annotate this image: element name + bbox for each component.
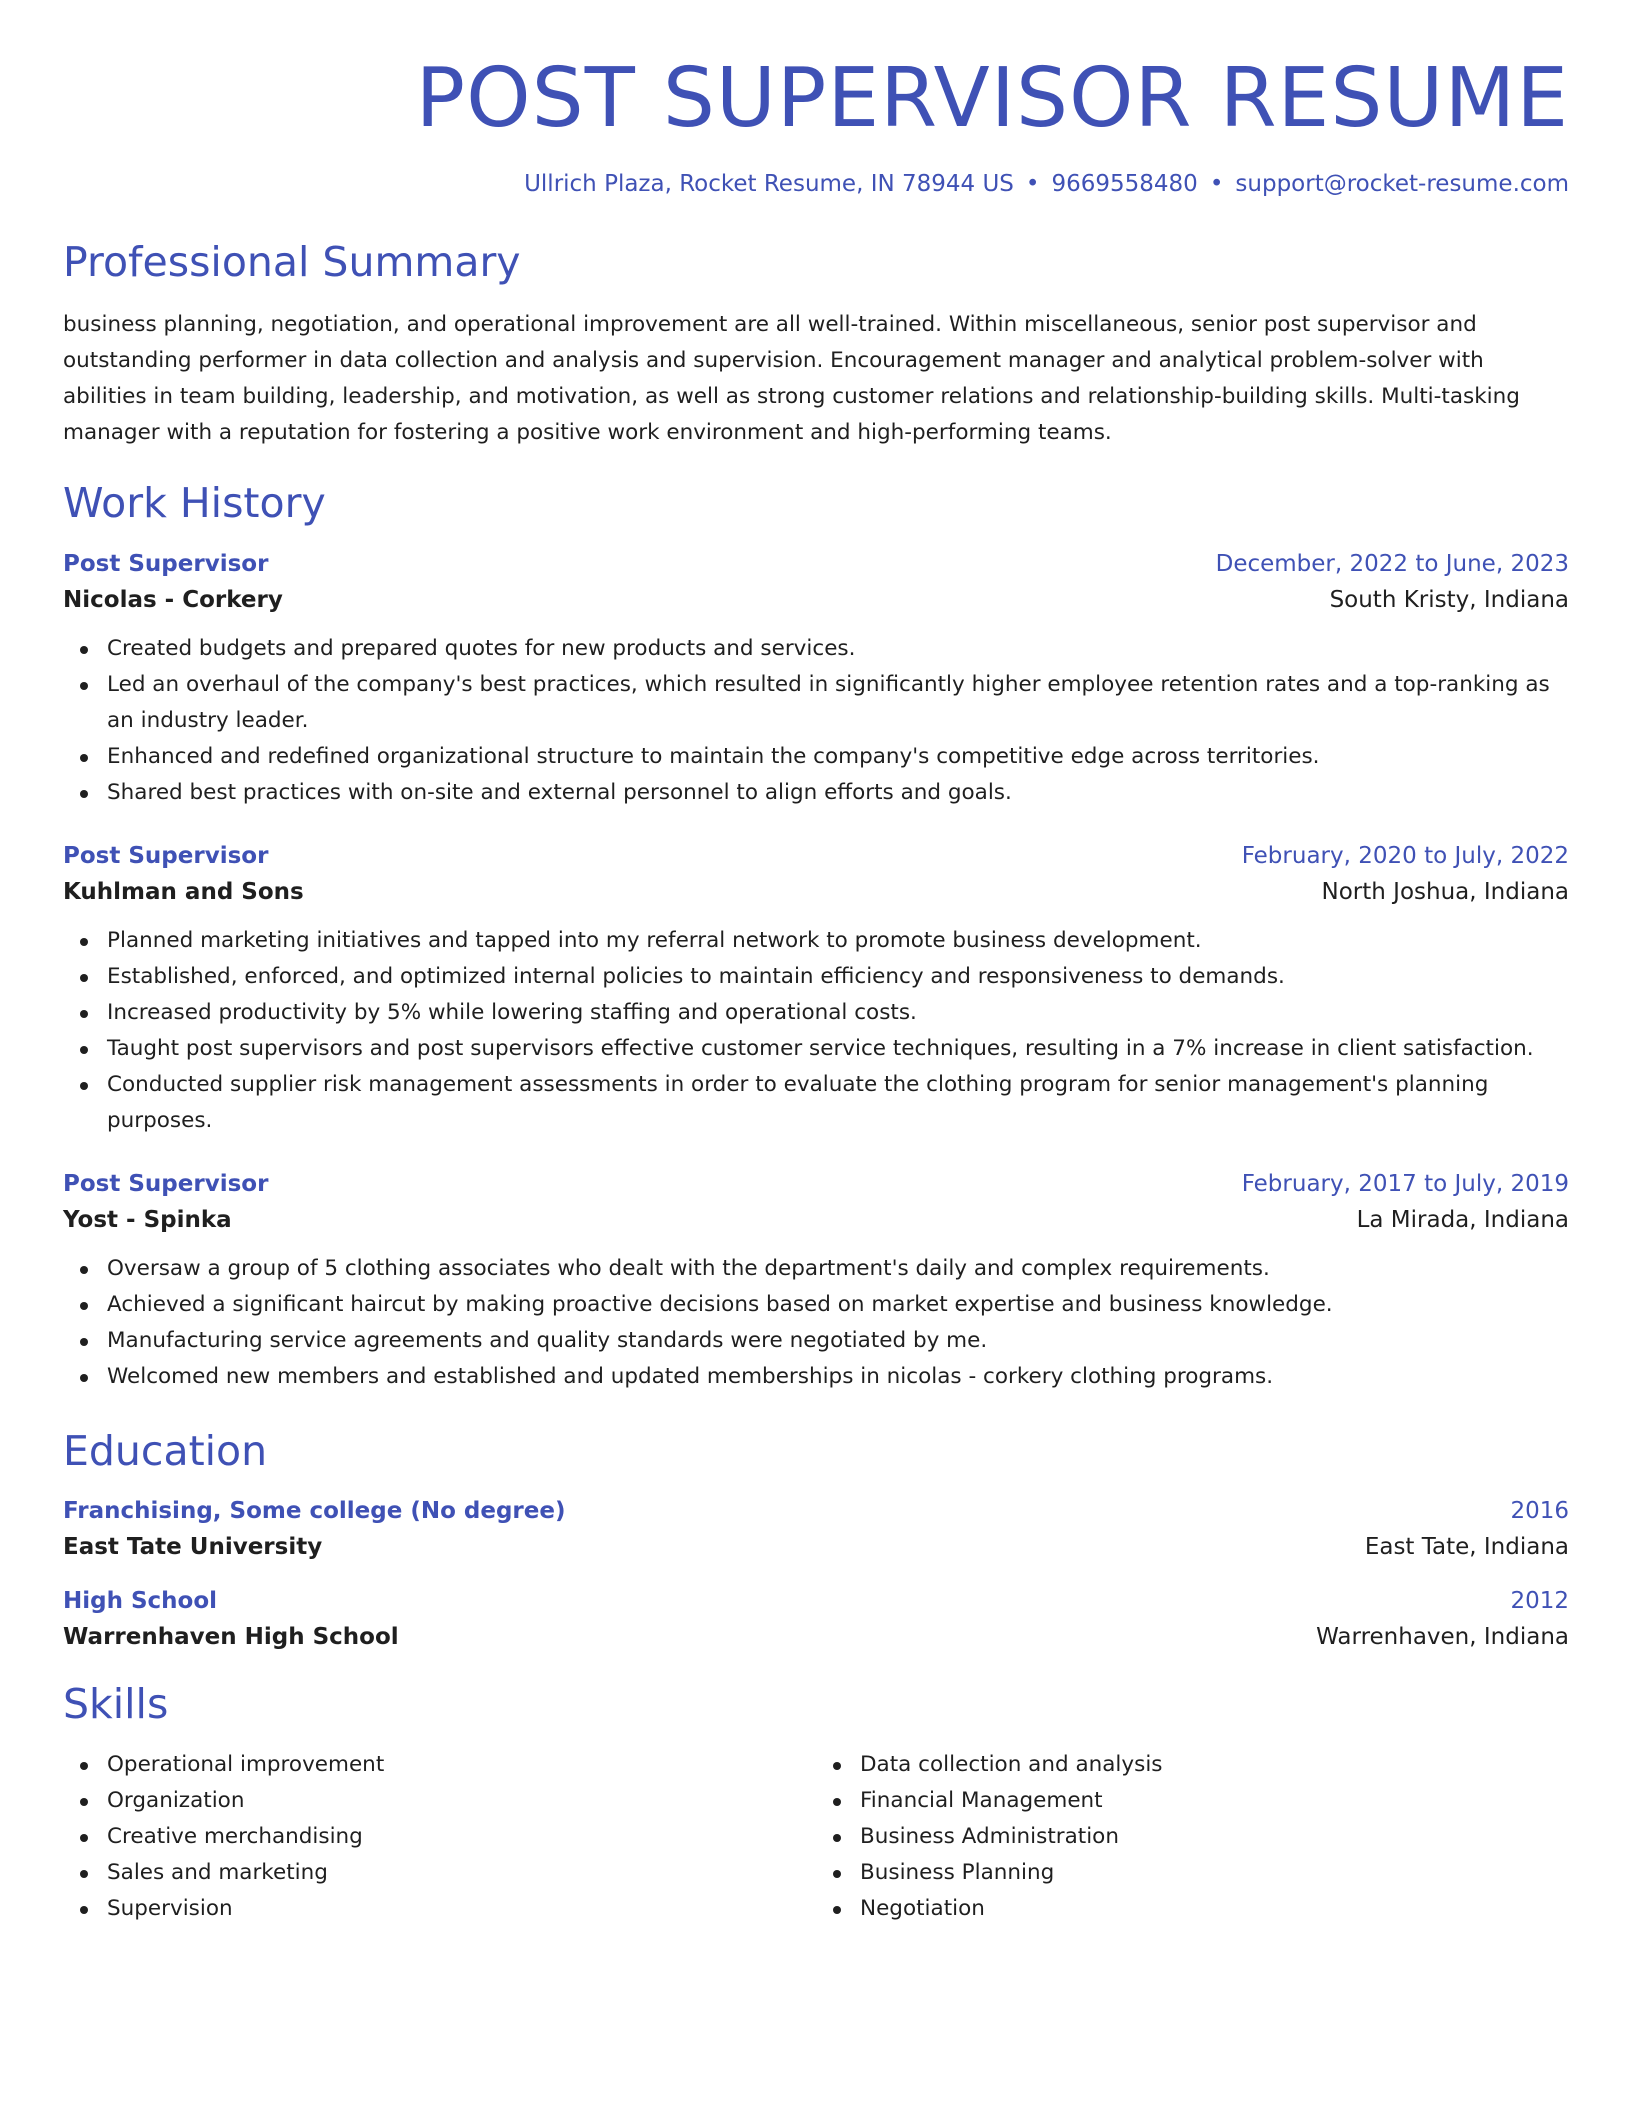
job-location: North Joshua, Indiana [1321,878,1569,905]
skill-item: Creative merchandising [63,1819,816,1855]
education-heading: Education [63,1426,268,1475]
skill-item: Supervision [63,1891,816,1927]
contact-separator: • [1209,171,1224,198]
work-entry [63,551,1569,811]
job-location: South Kristy, Indiana [1329,586,1569,613]
job-bullet: Increased productivity by 5% while lowering staffing and operational costs. [63,995,1569,1031]
degree-title: High School [63,1587,218,1614]
contact-line [63,170,1569,200]
skill-item: Financial Management [816,1783,1569,1819]
skill-item: Operational improvement [63,1747,816,1783]
skill-item: Business Administration [816,1819,1569,1855]
job-bullets [63,1251,1569,1395]
education-entry [63,1498,1569,1560]
skill-item: Sales and marketing [63,1855,816,1891]
school-location: East Tate, Indiana [1364,1533,1569,1560]
graduation-year: 2012 [1510,1587,1569,1614]
company-name: Yost - Spinka [63,1206,232,1233]
skills-list [816,1747,1569,1927]
summary-heading: Professional Summary [63,238,521,287]
skills-list [63,1747,816,1927]
contact-email: support@rocket-resume.com [1235,171,1569,198]
resume-title: POST SUPERVISOR RESUME [415,51,1569,146]
job-bullet: Led an overhaul of the company's best practices, which resulted in significantly higher employee retention rates and a top-ranking as an industry leader. [63,667,1569,739]
education-entry [63,1588,1569,1650]
contact-address: Ullrich Plaza, Rocket Resume, IN 78944 US [524,171,1014,198]
job-title: Post Supervisor [63,550,269,577]
job-bullet: Oversaw a group of 5 clothing associates who dealt with the department's daily and complex requirements. [63,1251,1569,1287]
school-name: East Tate University [63,1533,323,1560]
job-bullet: Enhanced and redefined organizational structure to maintain the company's competitive edge across territories. [63,739,1569,775]
school-name: Warrenhaven High School [63,1623,399,1650]
job-bullet: Achieved a significant haircut by making proactive decisions based on market expertise and business knowledge. [63,1287,1569,1323]
skills-grid [63,1747,1569,1927]
contact-separator: • [1025,171,1040,198]
job-title: Post Supervisor [63,1170,269,1197]
job-location: La Mirada, Indiana [1356,1206,1569,1233]
work-entry [63,843,1569,1139]
work-history-heading: Work History [63,479,326,528]
skill-item: Data collection and analysis [816,1747,1569,1783]
job-dates: February, 2017 to July, 2019 [1241,1170,1569,1197]
job-bullet: Planned marketing initiatives and tapped into my referral network to promote business development. [63,923,1569,959]
job-title: Post Supervisor [63,842,269,869]
degree-title: Franchising, Some college (No degree) [63,1497,566,1524]
job-bullet: Conducted supplier risk management assessments in order to evaluate the clothing program for senior management's planning purposes. [63,1067,1569,1139]
job-bullet: Welcomed new members and established and updated memberships in nicolas - corkery clothing programs. [63,1359,1569,1395]
skills-column-left [63,1747,816,1927]
job-bullet: Established, enforced, and optimized internal policies to maintain efficiency and responsiveness to demands. [63,959,1569,995]
summary-text: business planning, negotiation, and operational improvement are all well-trained. Within miscellaneous, senior post supervisor and outstanding performer in data collection and analysis and supervision. Encouragement manager and analytical problem-solver with abilities in team building, leadership, and motivation, as well as strong customer relations and relationship-building skills. Multi-tasking manager with a reputation for fostering a positive work environment and high-performing teams. [63,312,1520,446]
job-bullet: Created budgets and prepared quotes for new products and services. [63,631,1569,667]
skill-item: Organization [63,1783,816,1819]
job-bullet: Taught post supervisors and post supervisors effective customer service techniques, resulting in a 7% increase in client satisfaction. [63,1031,1569,1067]
school-location: Warrenhaven, Indiana [1316,1623,1569,1650]
job-dates: December, 2022 to June, 2023 [1215,550,1569,577]
skills-column-right [816,1747,1569,1927]
contact-phone: 9669558480 [1051,171,1198,198]
job-bullets [63,631,1569,811]
skills-heading: Skills [63,1679,169,1728]
job-bullet: Shared best practices with on-site and external personnel to align efforts and goals. [63,775,1569,811]
company-name: Kuhlman and Sons [63,878,304,905]
job-bullet: Manufacturing service agreements and quality standards were negotiated by me. [63,1323,1569,1359]
job-bullets [63,923,1569,1139]
skill-item: Negotiation [816,1891,1569,1927]
company-name: Nicolas - Corkery [63,586,283,613]
skill-item: Business Planning [816,1855,1569,1891]
work-entry [63,1171,1569,1395]
job-dates: February, 2020 to July, 2022 [1241,842,1569,869]
graduation-year: 2016 [1510,1497,1569,1524]
